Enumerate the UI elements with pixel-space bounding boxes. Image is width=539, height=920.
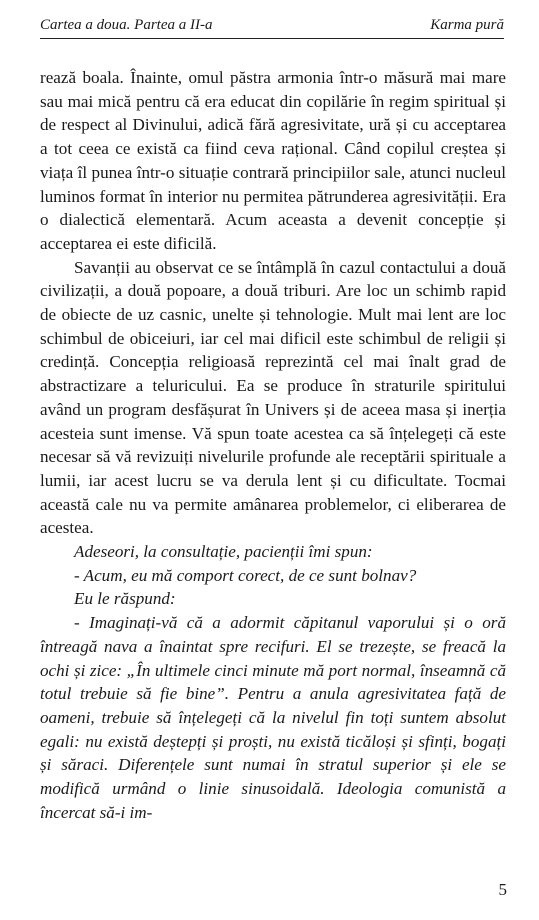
dialogue-line: - Acum, eu mă comport corect, de ce sunt bolnav? bbox=[74, 565, 417, 585]
page-number: 5 bbox=[498, 880, 507, 899]
dialogue-line: - Imaginați-vă că a adormit căpitanul vaporului și o oră întreagă nava a înaintat spre recifuri. El se trezește, se freacă la ochi și zice: „În ultimele cinci minute mă port normal, înseamnă că totul trebuie să fie bine”. Pentru a anula agresivitatea față de oameni, trebuie să înțelegeți că la nivelul fin toți suntem absolut egali: nu există deștepți și proști, nu există ticăloși și sfinți, bogați și săraci. Diferențele sunt numai în stratul superior și ele se modifică urmând o linie sinusoidală. Ideologia comunistă a încercat să-i im- bbox=[40, 613, 506, 822]
body-text bbox=[40, 66, 506, 825]
running-header bbox=[40, 14, 504, 39]
dialogue-line: Eu le răspund: bbox=[74, 589, 176, 609]
header-book-part: Cartea a doua. Partea a II-a bbox=[40, 17, 213, 33]
header-book-title: Karma pură bbox=[430, 17, 504, 33]
dialogue-line: Adeseori, la consultație, pacienții îmi spun: bbox=[74, 542, 373, 562]
paragraph: Savanții au observat ce se întâmplă în cazul contactului a două civilizații, a două popoare, a două triburi. Are loc un schimb rapid de obiecte de uz casnic, unelte și tehnologie. Mult mai lent are loc schimbul de obiceiuri, iar cel mai dificil este schimbul de religii și credință. Concepția religioasă reprezintă cel mai înalt grad de abstractizare a teluricului. Ea se produce în straturile spiritului având un program desfășurat în Univers și de aceea masa și inerția acesteia sunt imense. Vă spun toate acestea ca să înțelegeți că este necesar să vă revizuiți nivelurile profunde ale receptării spirituale a lumii, iar acest lucru se va derula lent și cu dificultate. Tocmai această cale nu va permite amânarea problemelor, ci eliberarea de acestea. bbox=[40, 257, 506, 538]
paragraph-continuation: rează boala. Înainte, omul păstra armonia într-o măsură mai mare sau mai mică pentru că era educat din copilărie în regim spiritual și de respect al Divinului, adică fără agresivitate, ură și cu acceptarea a tot ceea ce există ca fiind ceva rațional. Când copilul creștea și viața îl punea într-o situație contrară principiilor sale, atunci nucleul luminos format în interior nu permitea pătrunderea agresivității. Era o dialectică elementară. Acum aceasta a devenit concepție și acceptarea ei este dificilă. bbox=[40, 68, 506, 253]
